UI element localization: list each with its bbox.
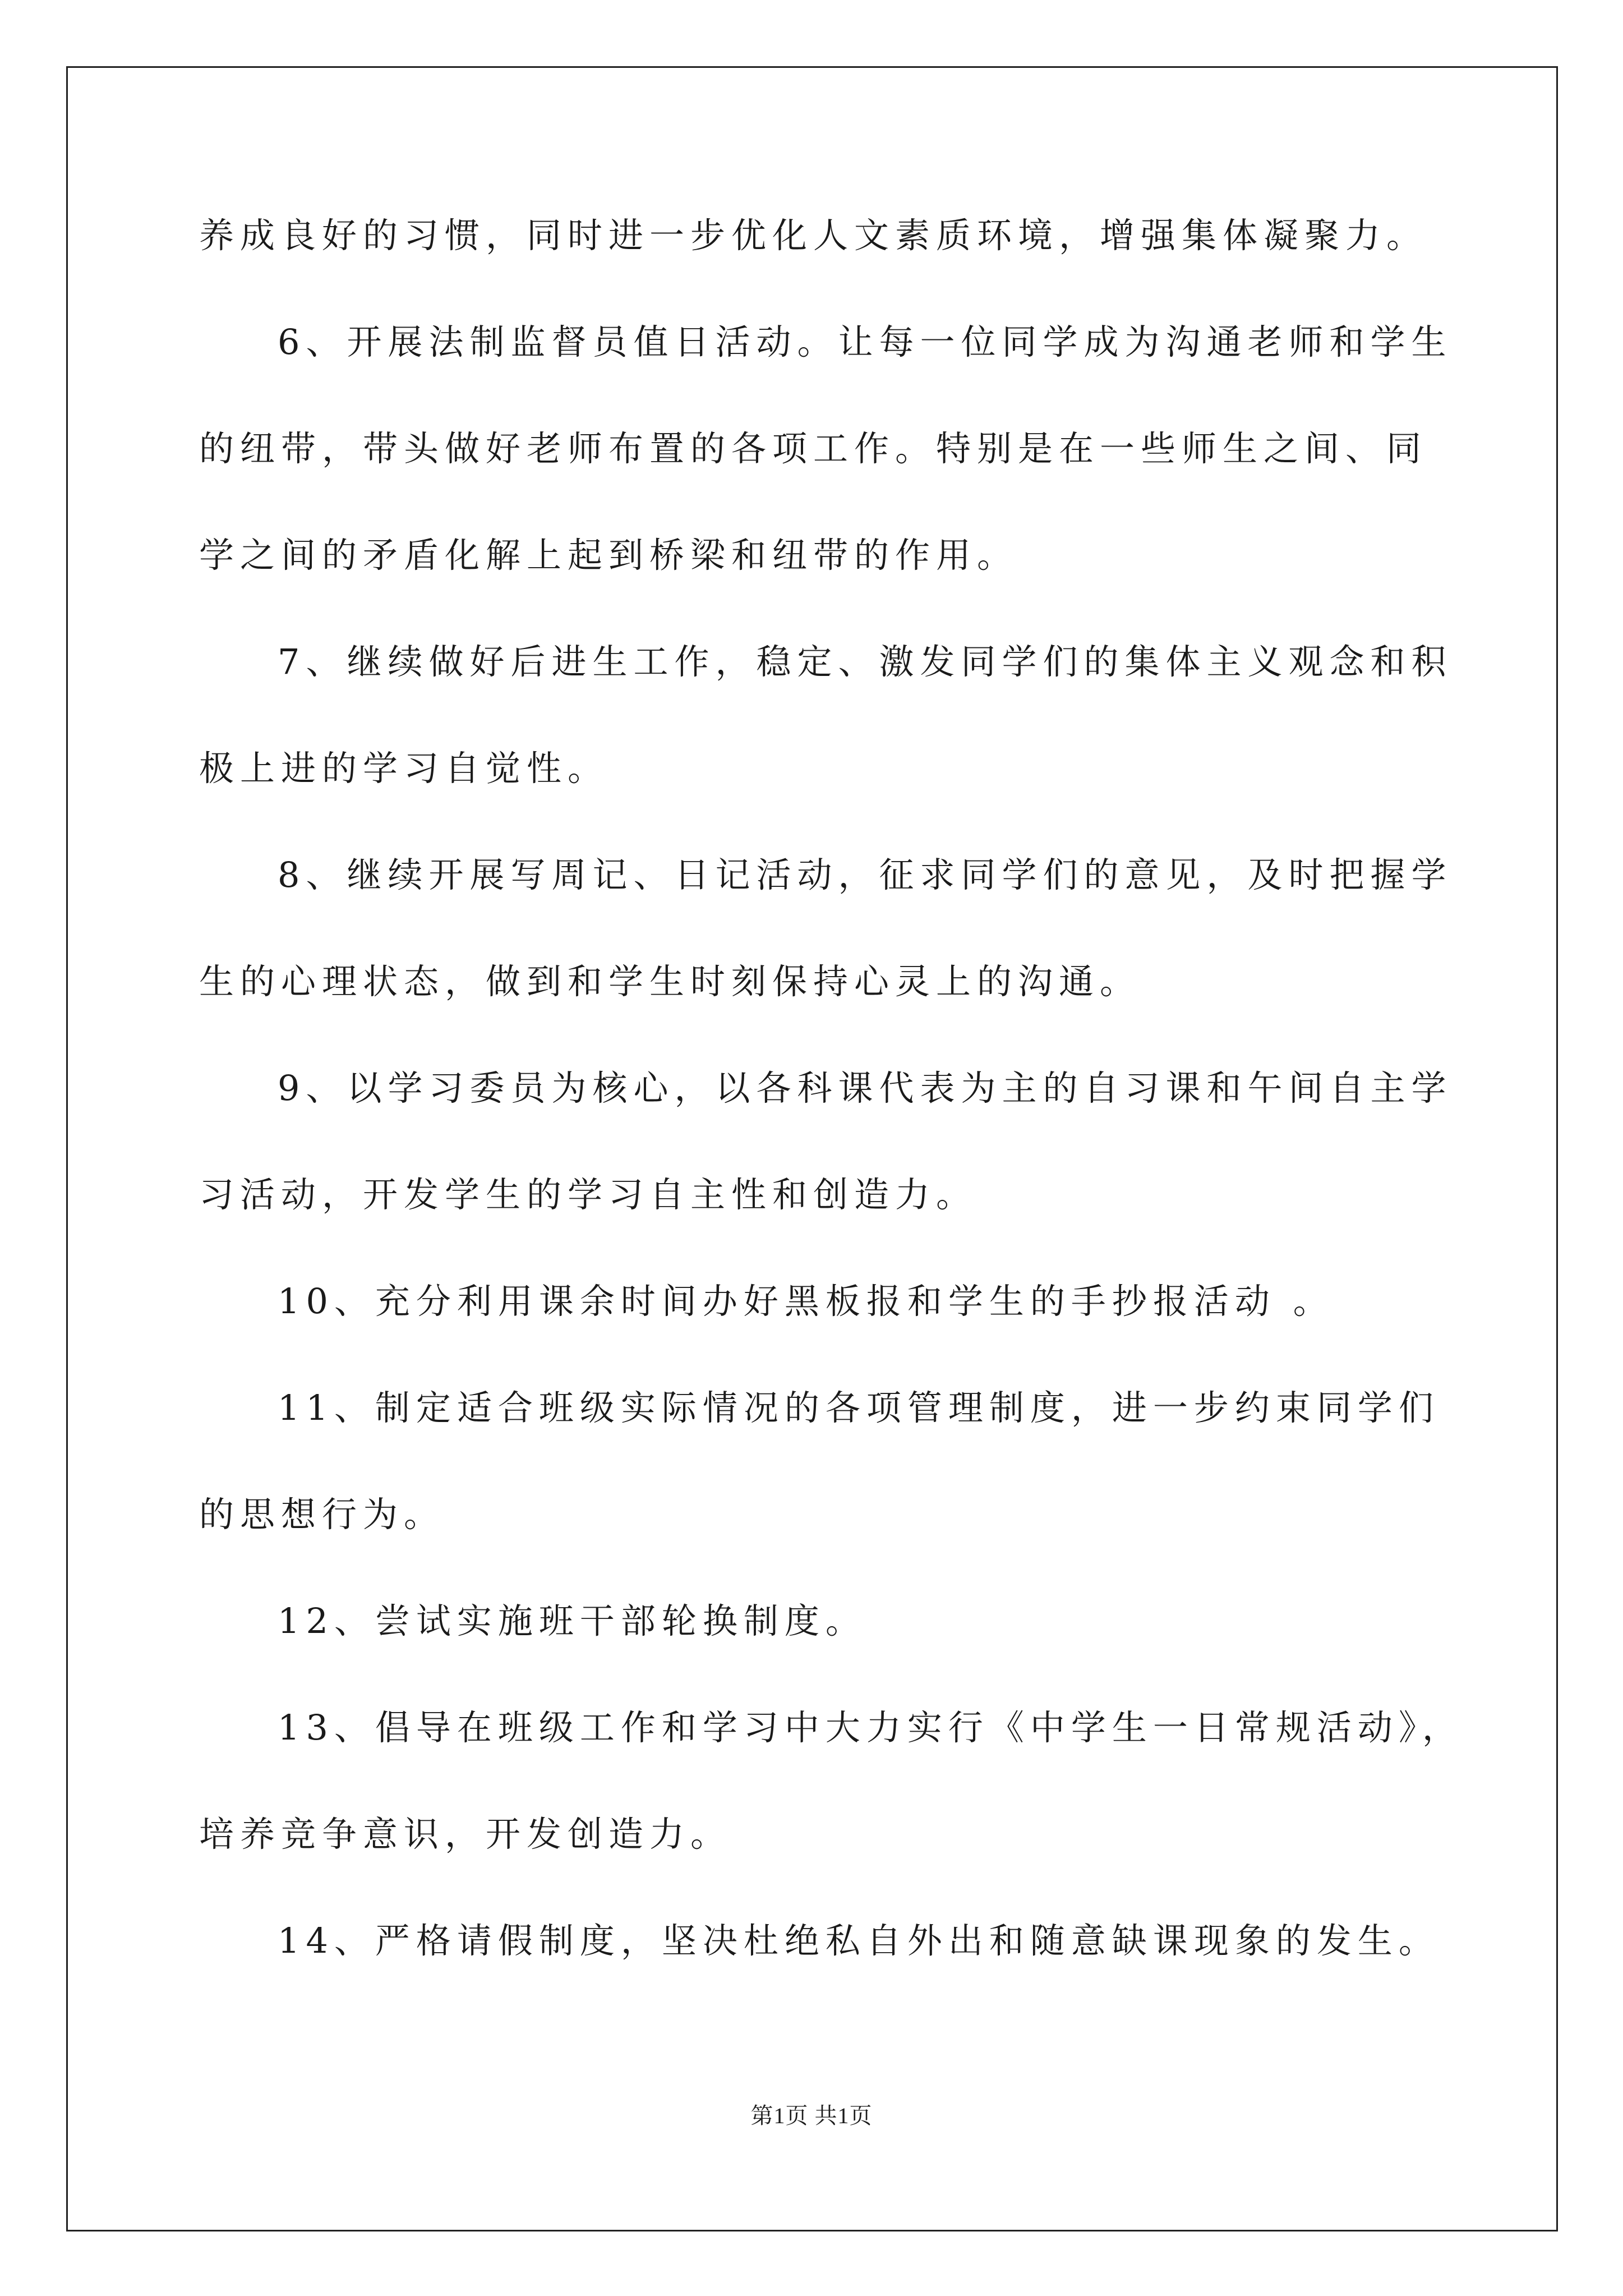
text-line-6: 极上进的学习自觉性。	[199, 748, 609, 789]
text-line-10: 习活动，开发学生的学习自主性和创造力。	[199, 1174, 978, 1215]
page-number-footer: 第1页 共1页	[750, 2103, 873, 2128]
text-line-13: 的思想行为。	[199, 1494, 445, 1535]
text-line-2: 6、开展法制监督员值日活动。让每一位同学成为沟通老师和学生	[278, 321, 1453, 362]
text-line-16: 培养竞争意识，开发创造力。	[199, 1814, 732, 1855]
text-line-11: 10、充分利用课余时间办好黑板报和学生的手抄报活动 。	[278, 1281, 1334, 1322]
text-line-7: 8、继续开展写周记、日记活动，征求同学们的意见，及时把握学	[278, 854, 1453, 895]
text-line-1: 养成良好的习惯，同时进一步优化人文素质环境，增强集体凝聚力。	[199, 215, 1428, 256]
text-line-15: 13、倡导在班级工作和学习中大力实行《中学生一日常规活动》，	[278, 1707, 1463, 1748]
text-line-4: 学之间的矛盾化解上起到桥梁和纽带的作用。	[199, 535, 1018, 576]
text-line-17: 14、严格请假制度，坚决杜绝私自外出和随意缺课现象的发生。	[278, 1920, 1440, 1961]
text-line-14: 12、尝试实施班干部轮换制度。	[278, 1600, 866, 1641]
text-line-12: 11、制定适合班级实际情况的各项管理制度，进一步约束同学们	[278, 1387, 1440, 1428]
document-body	[199, 208, 1463, 2019]
text-line-8: 生的心理状态，做到和学生时刻保持心灵上的沟通。	[199, 961, 1141, 1002]
text-line-3: 的纽带，带头做好老师布置的各项工作。特别是在一些师生之间、同	[199, 428, 1428, 469]
text-line-5: 7、继续做好后进生工作，稳定、激发同学们的集体主义观念和积	[278, 641, 1453, 682]
text-line-9: 9、以学习委员为核心，以各科课代表为主的自习课和午间自主学	[278, 1068, 1453, 1108]
